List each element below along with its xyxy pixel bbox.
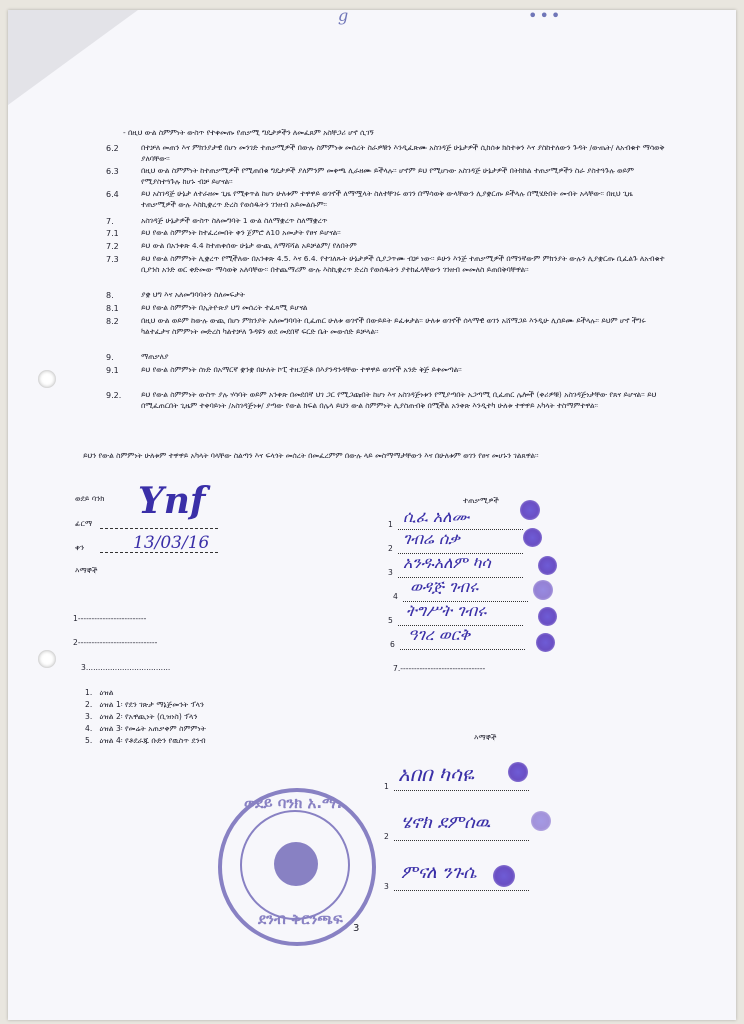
clause-number: 7.1 — [106, 229, 119, 238]
beneficiary-number: 1 — [388, 520, 393, 529]
beneficiary-number: 6 — [390, 640, 395, 649]
clause-text: ያቋ ህግ እና አለመግባባትን ስለመፍታት — [141, 290, 245, 299]
witness2-number: 2 — [384, 832, 389, 841]
beneficiary-line-7: 7.------------------------------- — [393, 664, 486, 673]
beneficiary-signature: ገብሬ ሰቃ — [403, 529, 460, 548]
beneficiary-signature: ትግሥት ገብሩ — [406, 601, 487, 620]
witness-line-2: 2----------------------------- — [73, 638, 158, 647]
thumbprint — [536, 633, 555, 652]
beneficiary-number: 2 — [388, 544, 393, 553]
clause-number: 8.1 — [106, 304, 119, 313]
thumbprint — [493, 865, 515, 887]
attachment-item: 4. ዕዝል 3፡ የመሬት አጠቃቀም ስምምነት — [85, 724, 206, 733]
clause-text: በተቻለ መጠን እና ምክንያታዊ በሆነ መንገድ ተጠቃሚዎች በውሉ ስምምነቱ መሰረት ስራዎቹን እንዲፈጽሙ አስገዳጅ ሁኔታዎች ሲከሰቱ ክስተቱን እና ያስከተለውን ጉዳት /ውጤት/ ለአብቁተ ማሳወቅ ያለባቸው፡፡ — [141, 143, 665, 163]
closing-statement: ይህን የውል ስምምነት ሁለቱም ተዋዋይ አካላት ባላቸው ስልጣን እና ፍላጎት መሰረት በመፈረምም በውሉ ላይ መስማማታቸውን እና በሁለቱም ወገን የፀና መሆኑን ገልጸዋል፡፡ — [83, 451, 539, 460]
clause-text: ይህ የውል ስምምነት ውስጥ ያሉ ሃሳባት ወይም አንቀጽ በመደበኛ ህገ ጋር የሚጋጩበት ከሆነ እና አስገዳጅነቱን የሚያጣበት አጋጣሚ ቢፈጠር ሌሎች (ቀሪዎቹ) አስገዳጅነታቸው የጸና ይሆናል፡፡ ይህ በሚፈጠርበት ጊዜም ተቀባይነት /አስገዳጅነቱ/ ያጣው የውል ክፍል በሌላ ይህን ውል ስምምነት ሊያስጠብቅ በሚችል አንቀጽ እንዲተካ ሁለቱ ተዋዋይ አካላት ተስማምተዋል፡፡ — [141, 390, 657, 410]
attachment-item: 2. ዕዝል 1፡ የደን ገጽታ ማኔጅመንት ፕላን — [85, 700, 204, 709]
clause-number: 7.2 — [106, 242, 119, 251]
bank-sign-date: 13/03/16 — [133, 533, 210, 553]
clause-text: ይህ የውል ስምምነት በኢትዮጵያ ህግ መሰረት ተፈጻሚ ይሆናል — [141, 303, 308, 312]
clause-number: 7.3 — [106, 255, 119, 264]
beneficiary-number: 3 — [388, 568, 393, 577]
clause-text: አስገዳጅ ሁኔታዎች ውስጥ ስለመግባት 1 ውል ስለማቋረጥ ስለማቋረጥ — [141, 216, 328, 225]
punch-hole-top — [38, 370, 56, 388]
clause-number: 9.1 — [106, 366, 119, 375]
attachment-item: 1. ዕዝል — [85, 688, 114, 697]
stamp-bottom-text: ደንብ ቅርንጫፍ — [258, 910, 343, 928]
witness-line-1: 1------------------------- — [73, 614, 147, 623]
thumbprint — [520, 500, 540, 520]
witness2-signature: ሄኖክ ደምሰዉ — [401, 812, 491, 833]
witness2-number: 1 — [384, 782, 389, 791]
beneficiary-line — [400, 649, 525, 650]
clause-text: ይህ የውል ስምምነት ሰነድ በአማርኛ ቋንቋ በሁለት ኮፒ ተዘጋጅቶ በእያንዳንዳቸው ተዋዋይ ወገኖች አንድ ቅጅ ይቀመጣል፡፡ — [141, 365, 462, 374]
clause-number: 9. — [106, 353, 114, 362]
witness2-line — [394, 790, 529, 791]
clause-number: 9.2. — [106, 391, 122, 400]
punch-hole-bottom — [38, 650, 56, 668]
thumbprint — [523, 528, 542, 547]
folded-corner — [8, 10, 138, 105]
witness2-number: 3 — [384, 882, 389, 891]
beneficiary-number: 4 — [393, 592, 398, 601]
thumbprint — [538, 607, 557, 626]
bank-sign-line — [100, 528, 218, 529]
beneficiary-signature: አንዱአለም ካሳ — [403, 553, 491, 572]
clause-text: ይህ የውል ስምምነት ከተፈረመበት ቀን ጀምሮ ለ10 አመታት የፀና ይሆናል፡፡ — [141, 228, 341, 237]
page-number: 3 — [353, 923, 360, 934]
thumbprint — [538, 556, 557, 575]
stamp-emblem-icon — [274, 842, 318, 886]
clause-text: በዚህ ውል ስምምነት ከተጠቃሚዎች የሚጠበቁ ግዴታዎች ያለምንም መቀጫ ሊራዘሙ ይችላሉ፡፡ ሆኖም ይህ የሚሆነው አስገዳጅ ሁኔታዎች በትክክል ተጠቃሚዎችን ስራ ያስተጓጉሉ ወይም የሚያስተጓጉሉ ከሆኑ ብቻ ይሆናል፡፡ — [141, 166, 634, 186]
witness2-signature: ምናለ ንጉሴ — [401, 862, 477, 883]
witnesses2-label: እማኞች — [474, 733, 497, 742]
clause-number: 8.2 — [106, 317, 119, 326]
clause-text: ይህ የውል ስምምነት ሊቋረጥ የሚችለው በአንቀጽ 4.5. እና 6.4. የተገለጹት ሁኔታዎች ሲያጋጥሙ ብቻ ነው፡፡ ይሁን እንጅ ተጠቃሚዎች በማንኛውም ምክንያት ውሉን ሊያቋርጡ ቢፈልጉ ለአብቁተ ቢያንስ አንድ ወር ቀድመው ማሳወቅ አለባቸው፡፡ በተጨማሪም ውሉ እስኪቋረጥ ድረስ የወሰዱትን ያተከፈላቸውን ገንዘብ መመለስ ይጠበቅባቸዋል፡፡ — [141, 254, 665, 274]
bank-signature: Ynf — [138, 480, 206, 522]
clause-number: 6.2 — [106, 144, 119, 153]
clause-number: 6.4 — [106, 190, 119, 199]
thumbprint — [531, 811, 551, 831]
beneficiary-number: 5 — [388, 616, 393, 625]
beneficiaries-label: ተጠቃሚዎች — [463, 496, 499, 505]
intro-line: - በዚህ ውል ስምምነት ውስጥ የተቀመጡ የጠቃሚ ግዴታዎችን ለመፈጸም አስቸጋሪ ሆኖ ሲገኝ — [123, 128, 374, 137]
thumbprint — [508, 762, 528, 782]
beneficiary-signature: ሲፈ አለሙ — [403, 507, 470, 526]
header-scribble: g ••• — [338, 6, 563, 25]
bank-sign-label: ፊርማ — [75, 519, 93, 528]
witness2-line — [394, 840, 529, 841]
clause-text: ይህ አስገዳጅ ሁኔታ ለተራዘመ ጊዜ የሚቀጥል ከሆነ ሁለቱም ተዋዋይ ወገኖች ለማሟላት ስለተቸገሩ ወገን በማሳወቅ ውላቸውን ሊያቋርጡ ይችላሉ በሚሄድበት መብት አላቸው፡፡ በዚህ ጊዜ ተጠቃሚዎች ውሉ እስኪቋረጥ ድረስ የወሰዱትን ገንዘብ አይመልሱም፡፡ — [141, 189, 633, 209]
clause-number: 6.3 — [106, 167, 119, 176]
beneficiary-signature: ዓገረ ወርቅ — [408, 625, 471, 644]
clause-number: 8. — [106, 291, 114, 300]
stamp-top-text: ወደይ ባንክ አ.ማ. — [244, 794, 343, 812]
document-page — [8, 6, 736, 1020]
clause-number: 7. — [106, 217, 114, 226]
witness2-signature: አበበ ካሳዬ — [398, 762, 474, 786]
clause-text: በዚህ ውል ወይም ከውሉ ውጪ በሆነ ምክንያት አለመግባባት ቢፈጠር ሁለቱ ወገኖች በውይይት ይፈቱታል፡፡ ሁለቱ ወገኖች ሰላማዊ ወገን አሸማጋይ እንዲሁ ሊሰይሙ ይችላሉ፡፡ ይህም ሆኖ ችግሩ ካልተፈታና ስምምነት መድረስ ካልተቻለ ጉዳዩን ወደ መደበኛ ፍርድ ቤት መውሰድ ይቻላል፡፡ — [141, 316, 646, 336]
witness2-line — [394, 890, 529, 891]
bank-date-label: ቀን — [75, 543, 85, 552]
clause-text: ይህ ውል በአንቀጽ 4.4 ከተጠቀሰው ሁኔታ ውጪ ለማሻሻል አይቻልም/ የለበትም — [141, 241, 357, 250]
witnesses-label: እማኞች — [75, 566, 98, 575]
attachment-item: 3. ዕዝል 2፡ የአዋጪነት (ቢዝነስ) ፕላን — [85, 712, 198, 721]
witness-line-3: 3................................... — [81, 663, 171, 672]
bank-title: ወደይ ባንክ — [75, 494, 105, 503]
clause-text: ማጠቃለያ — [141, 352, 169, 361]
attachment-item: 5. ዕዝል 4፡ የቶደራጁ ቡድን የዉስጥ ደንብ — [85, 736, 206, 745]
thumbprint — [533, 580, 553, 600]
beneficiary-signature: ወዳጅ ገብሩ — [410, 577, 479, 596]
